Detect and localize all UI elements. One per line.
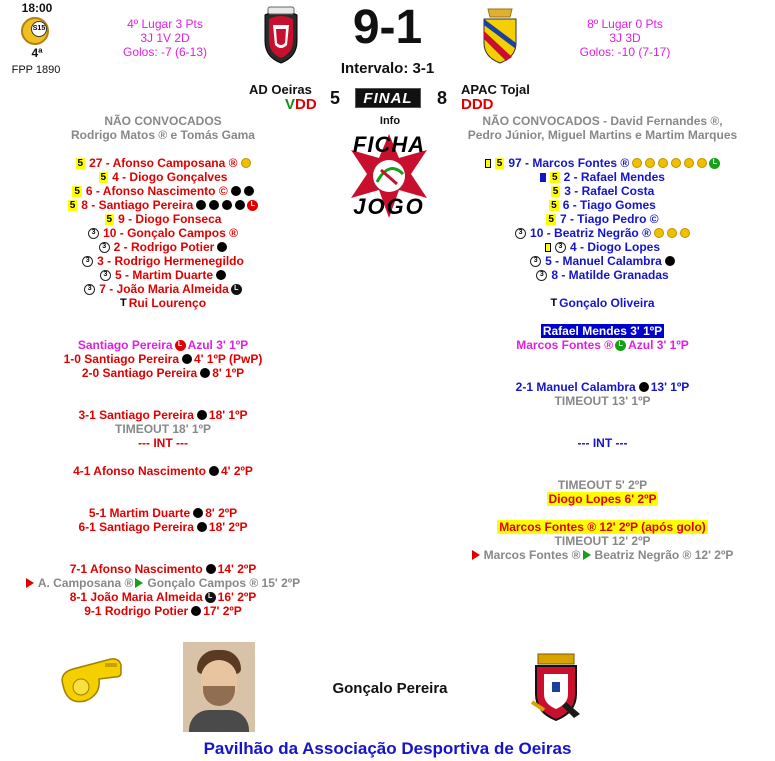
ball-icon bbox=[196, 200, 206, 210]
whistle-icon bbox=[55, 655, 125, 710]
ball-icon bbox=[222, 200, 232, 210]
home-event bbox=[0, 506, 326, 520]
event-player: 3-1 Santiago Pereira bbox=[78, 408, 194, 422]
home-player-row bbox=[0, 184, 326, 198]
event-player: Santiago Pereira bbox=[77, 338, 173, 352]
red-l-icon: L bbox=[175, 340, 186, 351]
fouls-badge: 5 bbox=[548, 213, 554, 225]
ball-icon bbox=[667, 228, 677, 238]
coach-icon: T bbox=[119, 297, 127, 309]
event-player-in: Beatriz Negrão ® 12' 2ºP bbox=[594, 548, 734, 562]
away-player-row bbox=[430, 240, 775, 254]
home-fouls: 5 bbox=[330, 88, 341, 108]
match-status-badge: FINAL bbox=[355, 88, 421, 108]
fouls-badge: 5 bbox=[552, 185, 559, 197]
event-detail: 8' 1ºP bbox=[212, 366, 245, 380]
away-player-name[interactable]: 10 - Beatriz Negrão ® bbox=[530, 226, 651, 240]
home-player-name[interactable]: 10 - Gonçalo Campos ® bbox=[103, 226, 238, 240]
away-event bbox=[430, 338, 775, 352]
fouls-badge: 5 bbox=[496, 157, 503, 169]
fouls-badge: 5 bbox=[77, 157, 84, 169]
yellow-card-icon bbox=[485, 159, 491, 168]
fouls-badge: 5 bbox=[552, 171, 558, 183]
away-not-called-list: Pedro Júnior, Miguel Martins e Martim Marques bbox=[467, 128, 738, 142]
referee-photo bbox=[183, 642, 255, 732]
bench-badge: 3 bbox=[88, 228, 99, 239]
ball-icon bbox=[658, 158, 668, 168]
away-fouls: 8 bbox=[437, 88, 448, 108]
event-detail: 13' 1ºP bbox=[650, 380, 690, 394]
event-detail: 4' 1ºP (PwP) bbox=[194, 352, 263, 366]
home-event bbox=[0, 408, 326, 422]
home-player-row bbox=[0, 156, 326, 170]
away-coach-name[interactable]: Gonçalo Oliveira bbox=[559, 296, 655, 310]
ball-icon bbox=[231, 186, 241, 196]
away-standing-place: 8º Lugar 0 Pts bbox=[587, 17, 663, 31]
ball-icon bbox=[639, 382, 649, 392]
home-player-name[interactable]: 5 - Martim Duarte bbox=[114, 268, 214, 282]
red-l-icon: L bbox=[247, 200, 258, 211]
home-player-row bbox=[0, 282, 326, 296]
event-player: 9-1 Rodrigo Potier bbox=[84, 604, 189, 618]
arrow-out-icon bbox=[26, 578, 34, 588]
fouls-badge: 5 bbox=[74, 185, 80, 197]
away-player-row bbox=[430, 254, 775, 268]
bench-badge: 3 bbox=[530, 256, 541, 267]
home-standing-place: 4º Lugar 3 Pts bbox=[127, 17, 203, 31]
ball-icon bbox=[665, 256, 675, 266]
event-player-in: Gonçalo Campos ® 15' 2ºP bbox=[147, 576, 301, 590]
home-player-name[interactable]: 8 - Santiago Pereira bbox=[81, 198, 194, 212]
away-player-row bbox=[430, 268, 775, 282]
home-crest-icon bbox=[259, 5, 303, 65]
ball-icon bbox=[216, 270, 226, 280]
ball-icon bbox=[200, 368, 210, 378]
event-player: 1-0 Santiago Pereira bbox=[63, 352, 179, 366]
home-coach-row bbox=[0, 296, 326, 310]
ficha-jogo-logo[interactable] bbox=[337, 130, 441, 222]
round-number: 4ª bbox=[31, 46, 43, 60]
away-player-name[interactable]: 5 - Manuel Calambra bbox=[545, 254, 662, 268]
away-player-name[interactable]: 4 - Diogo Lopes bbox=[570, 240, 660, 254]
ball-icon bbox=[241, 158, 251, 168]
ball-icon bbox=[632, 158, 642, 168]
fouls-badge: 5 bbox=[69, 199, 76, 211]
event-detail: Azul 3' 1ºP bbox=[628, 338, 689, 352]
home-coach-name[interactable]: Rui Lourenço bbox=[128, 296, 207, 310]
ball-icon bbox=[680, 228, 690, 238]
event-detail: 17' 2ºP bbox=[203, 604, 242, 618]
away-event bbox=[430, 492, 775, 506]
ball-icon bbox=[654, 228, 664, 238]
home-player-name[interactable]: 3 - Rodrigo Hermenegildo bbox=[97, 254, 244, 268]
ball-icon bbox=[235, 200, 245, 210]
event-player: 5-1 Martim Duarte bbox=[88, 506, 191, 520]
away-player-name[interactable]: 8 - Matilde Granadas bbox=[551, 268, 669, 282]
home-player-name[interactable]: 27 - Afonso Camposana ® bbox=[89, 156, 238, 170]
away-player-row bbox=[430, 198, 775, 212]
home-player-row bbox=[0, 268, 326, 282]
event-player-out: Marcos Fontes ® bbox=[483, 548, 581, 562]
away-crest-icon bbox=[478, 5, 522, 65]
arrow-in-icon bbox=[583, 550, 591, 560]
ficha-label: FICHA bbox=[352, 132, 426, 157]
home-event bbox=[0, 590, 326, 604]
away-record: 3J 3D bbox=[609, 31, 641, 45]
ball-icon bbox=[671, 158, 681, 168]
away-standing bbox=[560, 17, 690, 59]
home-player-name[interactable]: 2 - Rodrigo Potier bbox=[113, 240, 215, 254]
event-player: Marcos Fontes ® bbox=[516, 338, 614, 352]
away-event bbox=[430, 380, 775, 394]
home-player-row bbox=[0, 170, 326, 184]
ball-icon bbox=[197, 522, 207, 532]
away-team-name[interactable]: APAC Tojal bbox=[461, 82, 530, 97]
association-label: FPP 1890 bbox=[11, 64, 61, 76]
away-coach-row bbox=[430, 296, 775, 310]
fouls-badge: 5 bbox=[100, 171, 107, 183]
green-l-icon: L bbox=[615, 340, 626, 351]
away-event: TIMEOUT 13' 1ºP bbox=[554, 394, 651, 408]
event-player: 7-1 Afonso Nascimento bbox=[69, 562, 203, 576]
away-player-row bbox=[430, 170, 775, 184]
ball-icon bbox=[197, 410, 207, 420]
blue-card-icon bbox=[540, 173, 546, 182]
home-not-called-list: Rodrigo Matos ® e Tomás Gama bbox=[71, 128, 255, 142]
away-event bbox=[430, 548, 775, 562]
away-not-called-title: NÃO CONVOCADOS - David Fernandes ®, bbox=[482, 114, 723, 128]
event-detail: 14' 2ºP bbox=[217, 562, 257, 576]
bench-badge: 3 bbox=[515, 228, 526, 239]
event-detail: 8' 2ºP bbox=[205, 506, 238, 520]
ball-icon bbox=[697, 158, 707, 168]
home-event bbox=[0, 352, 326, 366]
event-detail: Diogo Lopes 6' 2ºP bbox=[548, 492, 657, 506]
event-detail: Marcos Fontes ® 12' 2ºP (após golo) bbox=[499, 520, 706, 534]
ball-icon bbox=[244, 186, 254, 196]
green-l-icon: L bbox=[709, 158, 720, 169]
bench-badge: 3 bbox=[100, 270, 111, 281]
home-form-losses: DD bbox=[295, 96, 317, 113]
away-player-name[interactable]: 2 - Rafael Mendes bbox=[563, 170, 665, 184]
home-goals: Golos: -7 (6-13) bbox=[122, 45, 208, 59]
home-event bbox=[0, 562, 326, 576]
ball-icon bbox=[209, 200, 219, 210]
bench-badge: 3 bbox=[555, 242, 566, 253]
event-player-out: A. Camposana ® bbox=[37, 576, 134, 590]
ball-icon bbox=[209, 466, 219, 476]
bench-badge: 3 bbox=[84, 284, 95, 295]
home-event: TIMEOUT 18' 1ºP bbox=[115, 422, 211, 436]
home-standing bbox=[100, 17, 230, 59]
away-event: --- INT --- bbox=[577, 436, 628, 450]
away-player-name[interactable]: 97 - Marcos Fontes ® bbox=[508, 156, 630, 170]
arrow-in-icon bbox=[135, 578, 143, 588]
home-event bbox=[0, 604, 326, 618]
event-player: 2-1 Manuel Calambra bbox=[515, 380, 636, 394]
black-l-icon: L bbox=[231, 284, 242, 295]
home-player-name[interactable]: 4 - Diogo Gonçalves bbox=[112, 170, 228, 184]
home-event bbox=[0, 520, 326, 534]
round-badge-icon bbox=[21, 17, 49, 45]
event-player: 4-1 Afonso Nascimento bbox=[73, 464, 206, 478]
away-player-row bbox=[430, 212, 775, 226]
home-player-row bbox=[0, 226, 326, 240]
home-form bbox=[285, 96, 317, 113]
venue-name[interactable]: Pavilhão da Associação Desportiva de Oeiras bbox=[203, 739, 572, 758]
home-player-row bbox=[0, 240, 326, 254]
home-player-name[interactable]: 9 - Diogo Fonseca bbox=[118, 212, 222, 226]
home-player-name[interactable]: 7 - João Maria Almeida bbox=[99, 282, 229, 296]
coach-icon: T bbox=[550, 297, 558, 309]
home-record: 3J 1V 2D bbox=[140, 31, 190, 45]
away-event bbox=[430, 520, 775, 534]
ball-icon bbox=[191, 606, 201, 616]
away-player-row bbox=[430, 156, 775, 170]
final-score: 9-1 bbox=[352, 1, 423, 54]
home-player-name[interactable]: 6 - Afonso Nascimento © bbox=[85, 184, 228, 198]
home-event bbox=[0, 576, 326, 590]
ball-icon bbox=[193, 508, 203, 518]
away-form: DDD bbox=[461, 96, 494, 113]
fouls-badge: 5 bbox=[551, 199, 557, 211]
event-detail: Rafael Mendes 3' 1ºP bbox=[542, 324, 663, 338]
halftime-score: Intervalo: 3-1 bbox=[340, 60, 435, 77]
referee-name[interactable]: Gonçalo Pereira bbox=[332, 680, 448, 697]
event-player: 6-1 Santiago Pereira bbox=[78, 520, 194, 534]
away-player-row bbox=[430, 184, 775, 198]
event-detail: 16' 2ºP bbox=[217, 590, 257, 604]
ball-icon bbox=[217, 242, 227, 252]
info-link[interactable]: Info bbox=[379, 115, 401, 127]
jogo-label: JOGO bbox=[353, 194, 425, 219]
away-event: TIMEOUT 12' 2ºP bbox=[554, 534, 651, 548]
event-player: 8-1 João Maria Almeida bbox=[69, 590, 203, 604]
arrow-out-icon bbox=[472, 550, 480, 560]
ball-icon bbox=[684, 158, 694, 168]
home-not-called-title: NÃO CONVOCADOS bbox=[104, 114, 222, 128]
ball-icon bbox=[182, 354, 192, 364]
event-detail: Azul 3' 1ºP bbox=[187, 338, 249, 352]
home-event bbox=[0, 338, 326, 352]
event-detail: 4' 2ºP bbox=[221, 464, 253, 478]
away-player-name[interactable]: 7 - Tiago Pedro © bbox=[559, 212, 659, 226]
away-event: TIMEOUT 5' 2ºP bbox=[557, 478, 648, 492]
home-event bbox=[0, 366, 326, 380]
bench-badge: 3 bbox=[536, 270, 547, 281]
association-crest-icon bbox=[530, 652, 582, 722]
event-player: 2-0 Santiago Pereira bbox=[81, 366, 198, 380]
match-time: 18:00 bbox=[21, 1, 53, 15]
home-event: --- INT --- bbox=[138, 436, 188, 450]
away-event bbox=[430, 324, 775, 338]
black-l-icon: L bbox=[205, 592, 216, 603]
fouls-badge: 5 bbox=[106, 213, 113, 225]
away-goals: Golos: -10 (7-17) bbox=[579, 45, 671, 59]
yellow-card-icon bbox=[545, 243, 551, 252]
home-player-row bbox=[0, 254, 326, 268]
home-player-row bbox=[0, 198, 326, 212]
away-player-row bbox=[430, 226, 775, 240]
bench-badge: 3 bbox=[82, 256, 93, 267]
home-team-name[interactable]: AD Oeiras bbox=[249, 82, 312, 97]
away-player-name[interactable]: 6 - Tiago Gomes bbox=[562, 198, 656, 212]
event-detail: 18' 2ºP bbox=[208, 520, 248, 534]
home-player-row bbox=[0, 212, 326, 226]
home-form-win: V bbox=[285, 96, 296, 113]
away-player-name[interactable]: 3 - Rafael Costa bbox=[564, 184, 655, 198]
round-badge-label: S15 bbox=[31, 21, 47, 37]
home-event bbox=[0, 464, 326, 478]
ball-icon bbox=[645, 158, 655, 168]
event-detail: 18' 1ºP bbox=[208, 408, 248, 422]
ball-icon bbox=[206, 564, 216, 574]
bench-badge: 3 bbox=[99, 242, 110, 253]
